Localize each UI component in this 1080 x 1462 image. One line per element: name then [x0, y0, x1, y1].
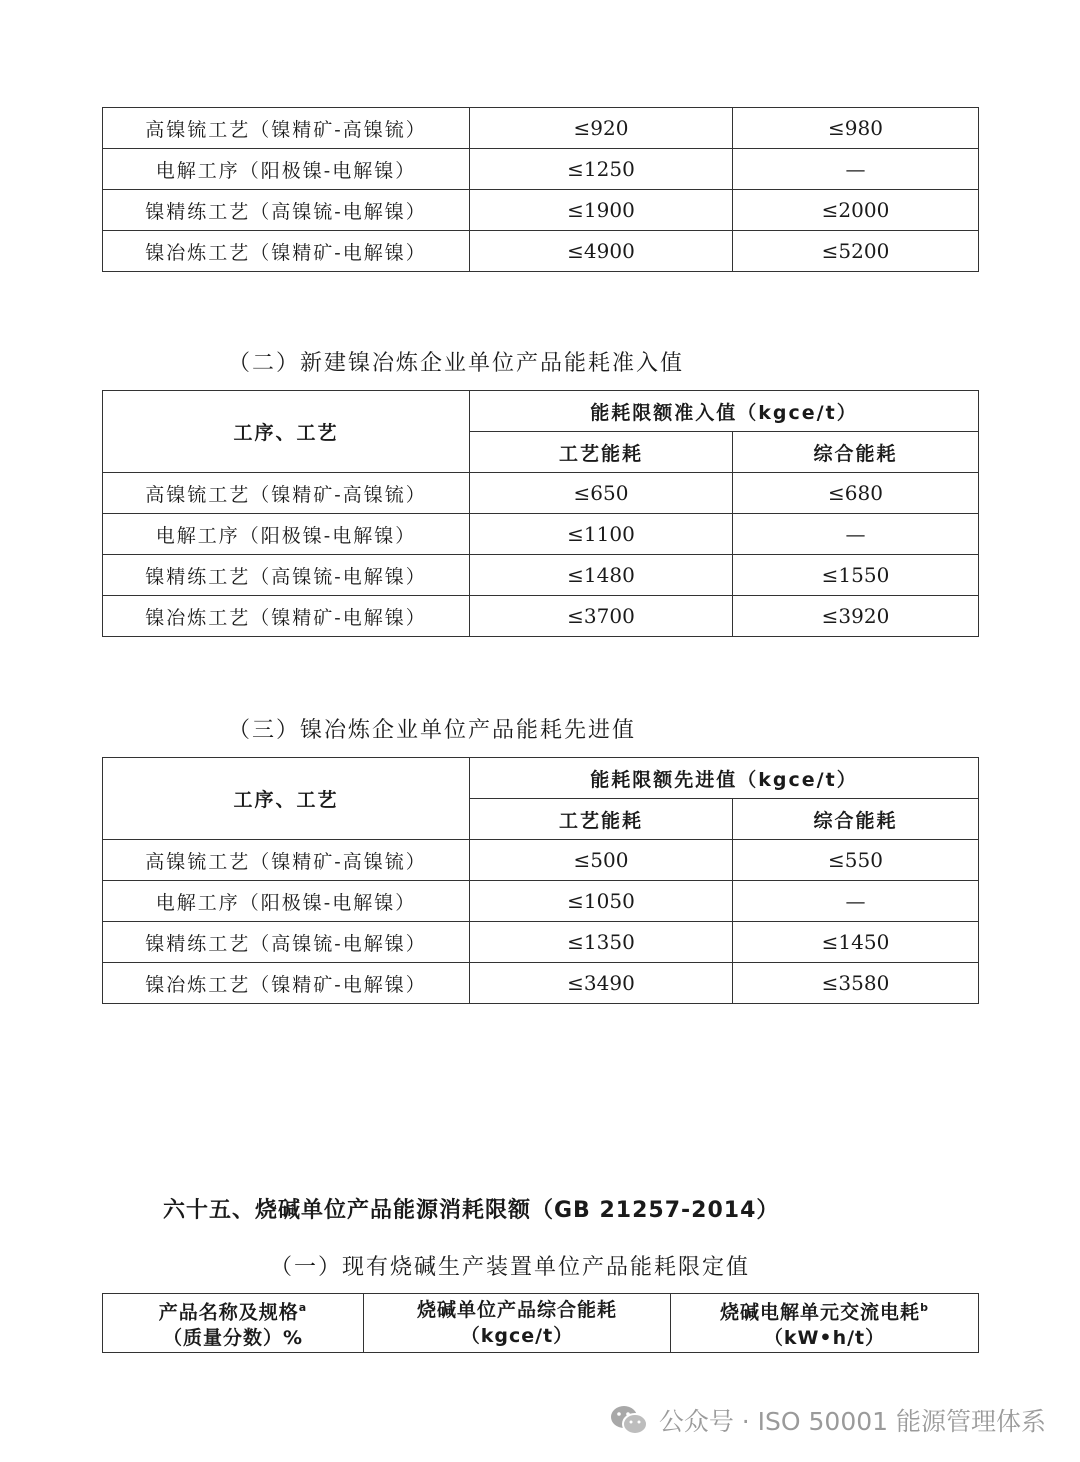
- process-energy-cell: ≤650: [470, 473, 733, 514]
- section-title-caustic-soda: 六十五、烧碱单位产品能源消耗限额（GB 21257-2014）: [163, 1198, 780, 1223]
- table-row: [103, 473, 979, 514]
- process-energy-cell: ≤1350: [470, 922, 733, 963]
- process-energy-cell: ≤920: [470, 108, 733, 149]
- header-limit: 能耗限额准入值（kgce/t）: [470, 391, 979, 432]
- table-row: [103, 190, 979, 231]
- table-row: [103, 881, 979, 922]
- header-process: 工序、工艺: [103, 758, 470, 840]
- comprehensive-energy-cell: ≤1450: [733, 922, 979, 963]
- table-row: [103, 514, 979, 555]
- comprehensive-energy-cell: ≤3920: [733, 596, 979, 637]
- process-energy-cell: ≤1100: [470, 514, 733, 555]
- table-new-nickel: [102, 390, 979, 637]
- process-cell: 电解工序（阳极镍-电解镍）: [103, 881, 470, 922]
- header-comprehensive-consumption: 烧碱单位产品综合能耗 （kgce/t）: [364, 1294, 671, 1353]
- wechat-icon: [609, 1403, 649, 1437]
- header-process-energy: 工艺能耗: [470, 799, 733, 840]
- process-cell: 高镍锍工艺（镍精矿-高镍锍）: [103, 473, 470, 514]
- process-energy-cell: ≤4900: [470, 231, 733, 272]
- process-energy-cell: ≤1900: [470, 190, 733, 231]
- process-cell: 高镍锍工艺（镍精矿-高镍锍）: [103, 840, 470, 881]
- table-row: [103, 840, 979, 881]
- table-row: [103, 963, 979, 1004]
- header-product-spec: 产品名称及规格$^a$ （质量分数）%: [103, 1294, 364, 1353]
- subtitle-advanced-nickel: （三）镍冶炼企业单位产品能耗先进值: [228, 718, 637, 743]
- table-row: [103, 149, 979, 190]
- comprehensive-energy-cell: ≤2000: [733, 190, 979, 231]
- process-energy-cell: ≤3490: [470, 963, 733, 1004]
- header-process: 工序、工艺: [103, 391, 470, 473]
- comprehensive-energy-cell: ≤980: [733, 108, 979, 149]
- process-cell: 镍精练工艺（高镍锍-电解镍）: [103, 922, 470, 963]
- comprehensive-energy-cell: —: [733, 149, 979, 190]
- comprehensive-energy-cell: ≤5200: [733, 231, 979, 272]
- process-energy-cell: ≤3700: [470, 596, 733, 637]
- process-cell: 电解工序（阳极镍-电解镍）: [103, 514, 470, 555]
- table-row: [103, 108, 979, 149]
- process-energy-cell: ≤500: [470, 840, 733, 881]
- table-row: [103, 922, 979, 963]
- header-process-energy: 工艺能耗: [470, 432, 733, 473]
- table-row: [103, 231, 979, 272]
- header-ac-power-consumption: 烧碱电解单元交流电耗$^b$ （kW•h/t）: [671, 1294, 979, 1353]
- comprehensive-energy-cell: —: [733, 514, 979, 555]
- process-cell: 镍冶炼工艺（镍精矿-电解镍）: [103, 963, 470, 1004]
- table-existing-nickel: [102, 107, 979, 272]
- process-energy-cell: ≤1480: [470, 555, 733, 596]
- table-row: [103, 596, 979, 637]
- subtitle-new-nickel: （二）新建镍冶炼企业单位产品能耗准入值: [228, 351, 685, 376]
- subtitle-caustic-soda: （一）现有烧碱生产装置单位产品能耗限定值: [270, 1255, 751, 1280]
- table-advanced-nickel: [102, 757, 979, 1004]
- process-energy-cell: ≤1050: [470, 881, 733, 922]
- comprehensive-energy-cell: ≤3580: [733, 963, 979, 1004]
- table-row: [103, 555, 979, 596]
- comprehensive-energy-cell: ≤680: [733, 473, 979, 514]
- comprehensive-energy-cell: —: [733, 881, 979, 922]
- process-energy-cell: ≤1250: [470, 149, 733, 190]
- process-cell: 镍精练工艺（高镍锍-电解镍）: [103, 190, 470, 231]
- process-cell: 镍精练工艺（高镍锍-电解镍）: [103, 555, 470, 596]
- header-comprehensive-energy: 综合能耗: [733, 799, 979, 840]
- process-cell: 镍冶炼工艺（镍精矿-电解镍）: [103, 596, 470, 637]
- header-comprehensive-energy: 综合能耗: [733, 432, 979, 473]
- comprehensive-energy-cell: ≤550: [733, 840, 979, 881]
- table-caustic-soda: [102, 1293, 979, 1353]
- comprehensive-energy-cell: ≤1550: [733, 555, 979, 596]
- process-cell: 电解工序（阳极镍-电解镍）: [103, 149, 470, 190]
- header-limit: 能耗限额先进值（kgce/t）: [470, 758, 979, 799]
- process-cell: 高镍锍工艺（镍精矿-高镍锍）: [103, 108, 470, 149]
- process-cell: 镍冶炼工艺（镍精矿-电解镍）: [103, 231, 470, 272]
- watermark: 公众号 · ISO 50001 能源管理体系: [609, 1402, 1046, 1438]
